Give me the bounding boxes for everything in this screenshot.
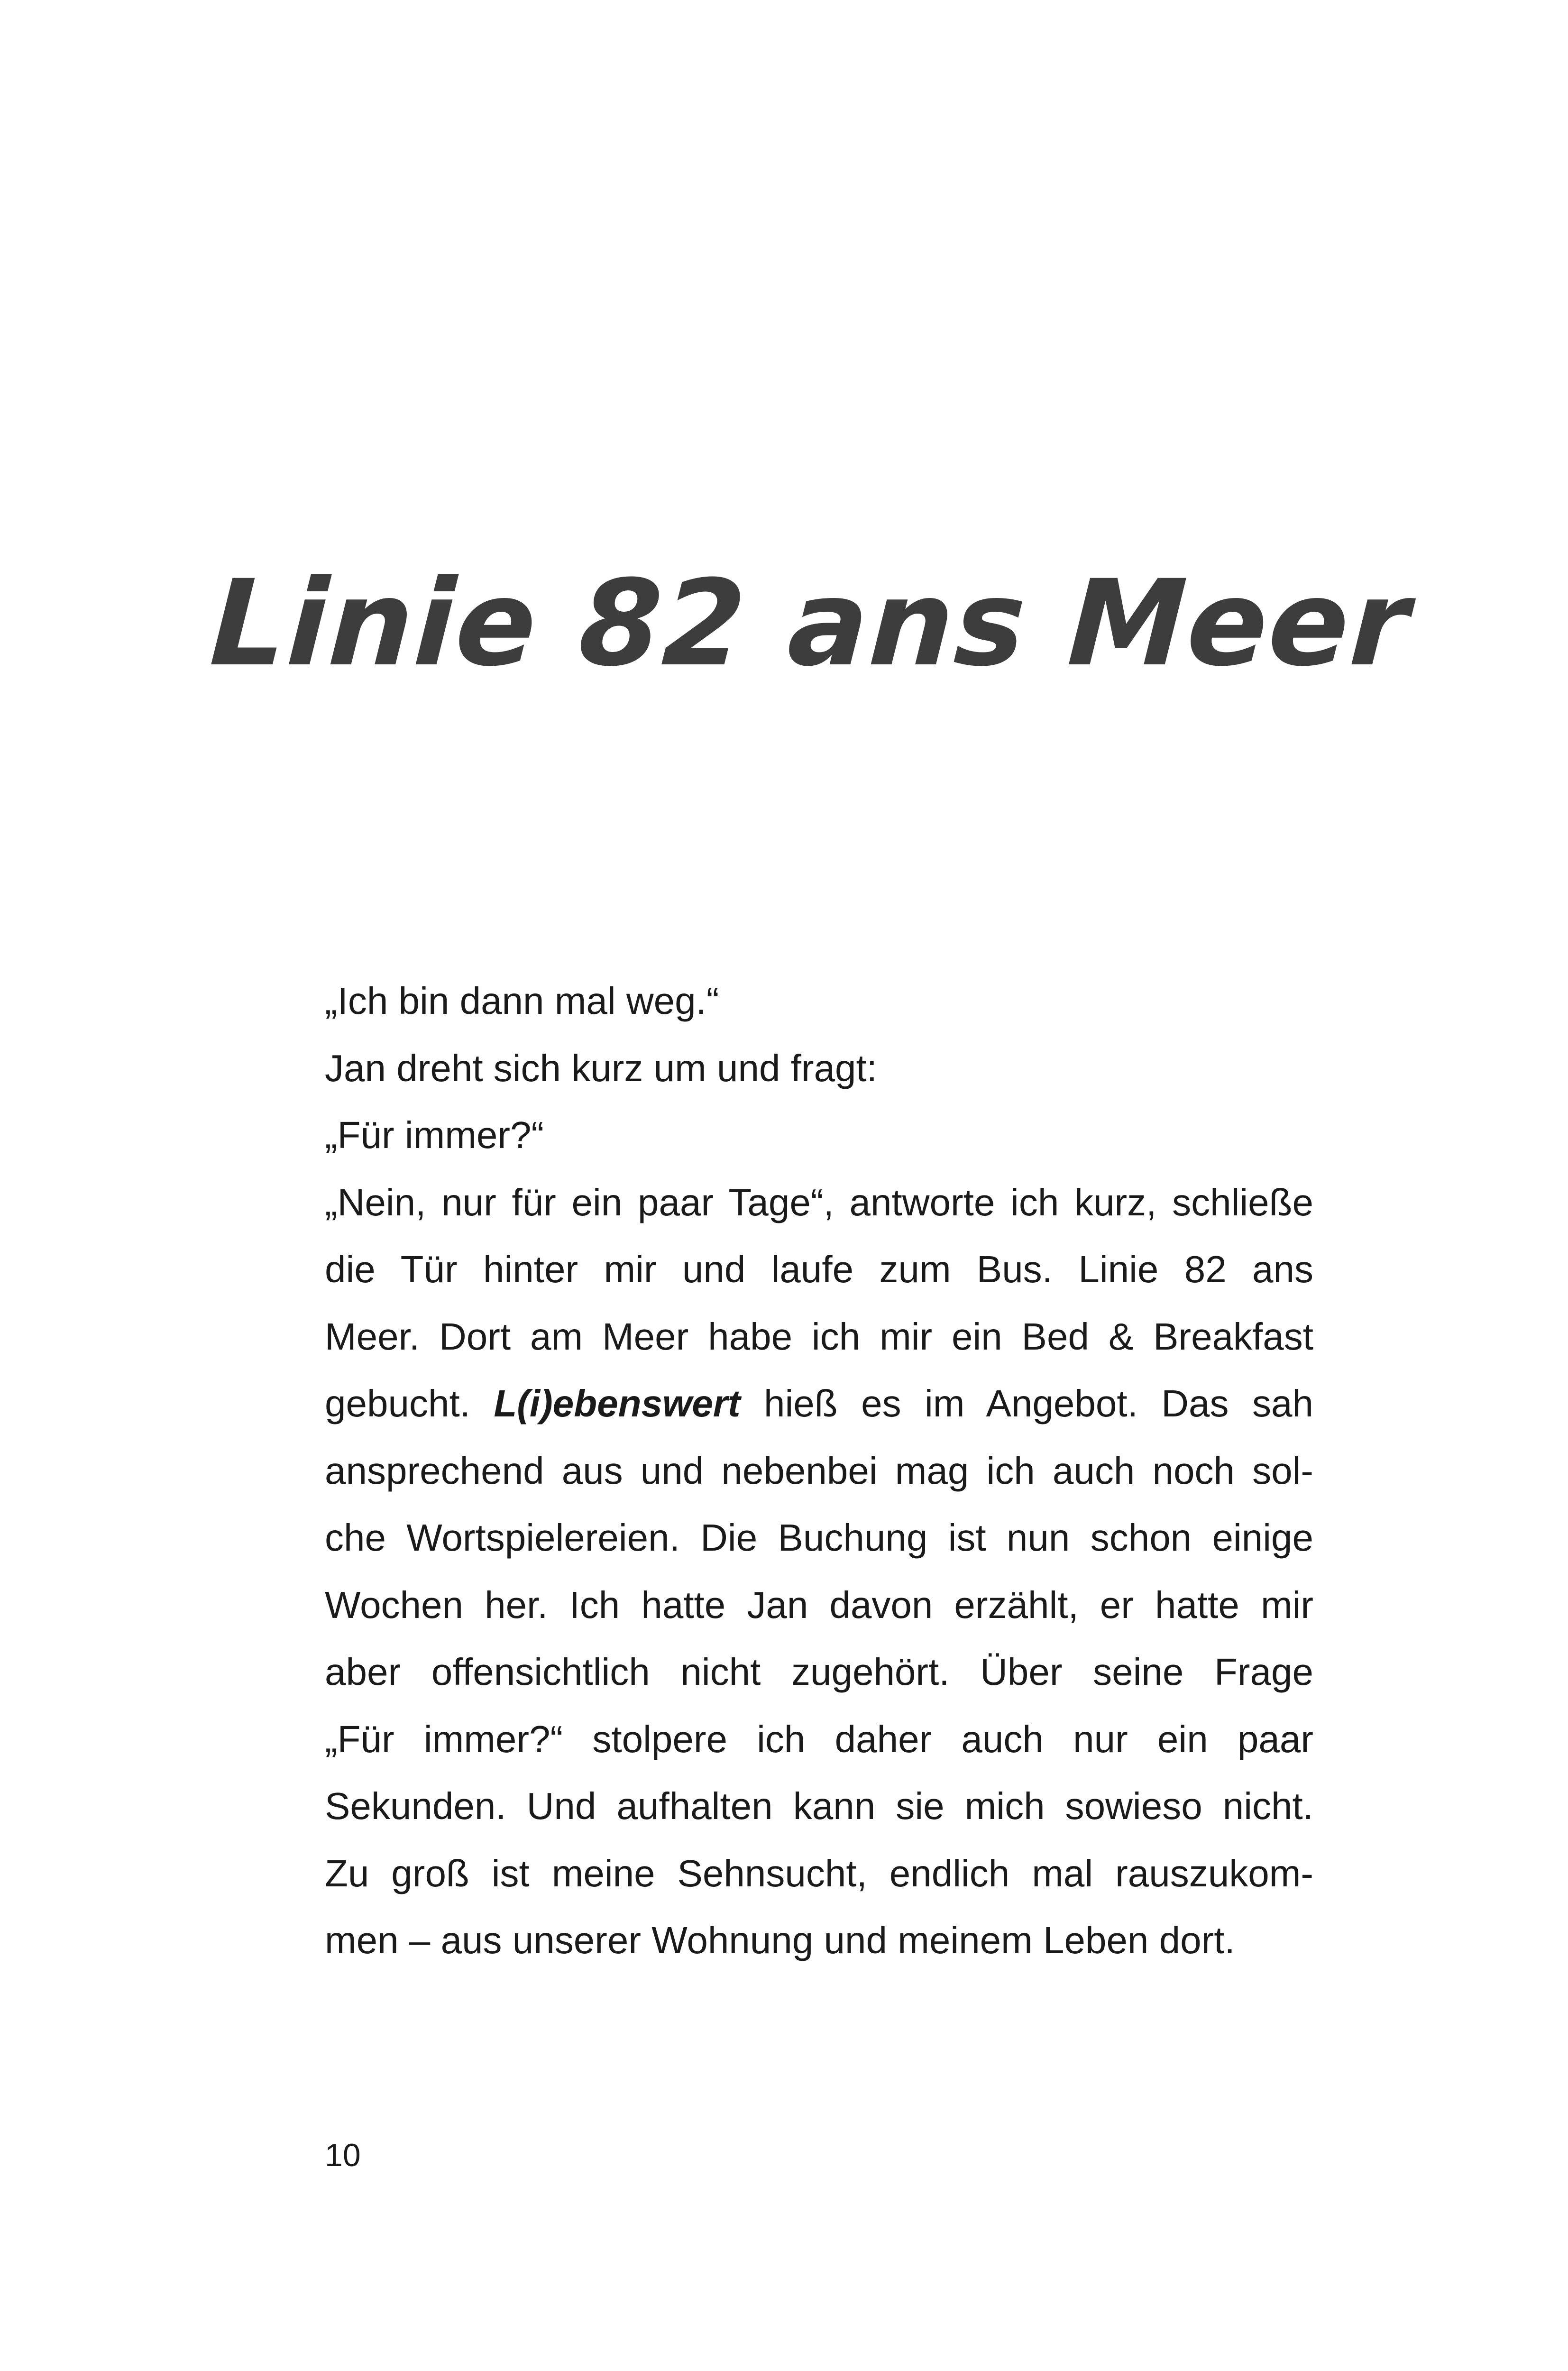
text-line-11: aber offensichtlich nicht zugehört. Über seine Frage — [325, 1651, 1313, 1693]
text-line-6: Meer. Dort am Meer habe ich mir ein Bed & Breakfast — [325, 1315, 1313, 1358]
text-line-13: Sekunden. Und aufhalten kann sie mich sowieso nicht. — [325, 1785, 1313, 1827]
text-line-14: Zu groß ist meine Sehnsucht, endlich mal rauszukom- — [325, 1852, 1313, 1894]
text-line-9: che Wortspielereien. Die Buchung ist nun schon einige — [325, 1516, 1313, 1559]
text-line-3: „Für immer?“ — [325, 1114, 544, 1156]
text-line-4: „Nein, nur für ein paar Tage“, antworte ich kurz, schließe — [325, 1181, 1313, 1223]
page-number: 10 — [325, 2137, 361, 2173]
emphasized-word: L(i)ebenswert — [494, 1382, 741, 1424]
text-line-1: „Ich bin dann mal weg.“ — [325, 980, 719, 1022]
text-line-7 — [325, 1370, 1313, 1437]
text-line-10: Wochen her. Ich hatte Jan davon erzählt, er hatte mir — [325, 1583, 1313, 1626]
text-line-12: „Für immer?“ stolpere ich daher auch nur ein paar — [325, 1718, 1313, 1760]
text-line-8: ansprechend aus und nebenbei mag ich auch noch sol- — [325, 1449, 1313, 1492]
text-line-2: Jan dreht sich kurz um und fragt: — [325, 1047, 877, 1089]
text-line-15: men – aus unserer Wohnung und meinem Leben dort. — [325, 1919, 1235, 1961]
text-line-7-after: hieß es im Angebot. Das sah — [763, 1382, 1313, 1424]
text-line-5: die Tür hinter mir und laufe zum Bus. Linie 82 ans — [325, 1248, 1313, 1290]
chapter-body-text — [325, 967, 1313, 1974]
text-line-7-before: gebucht. — [325, 1382, 470, 1424]
chapter-title: Linie 82 ans Meer — [207, 554, 1413, 692]
